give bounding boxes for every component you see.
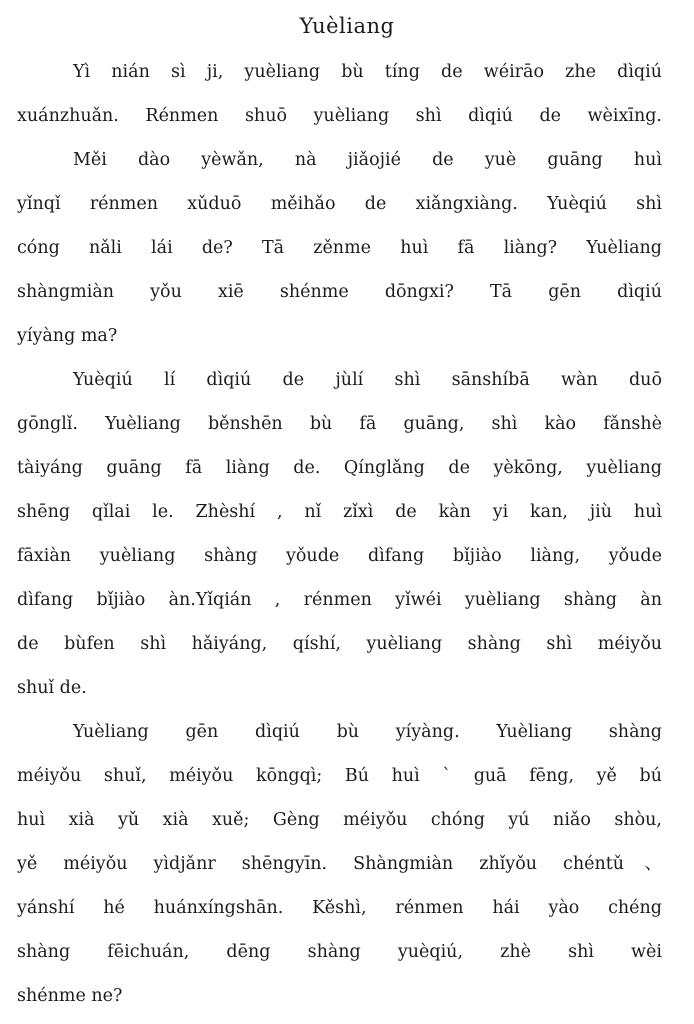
text-line: shēng qǐlai le. Zhèshí , nǐ zǐxì de kàn yi kan, jiù huì [17,502,662,522]
text-line: shénme ne? [17,986,123,1006]
text-line: cóng nǎli lái de? Tā zěnme huì fā liàng? Yuèliang [17,238,662,258]
text-line: de bùfen shì hǎiyáng, qíshí, yuèliang shàng shì méiyǒu [17,634,662,654]
text-line: yíyàng ma? [17,326,118,346]
text-line: Měi dào yèwǎn, nà jiǎojié de yuè guāng huì [73,150,662,170]
text-line: huì xià yǔ xià xuě; Gèng méiyǒu chóng yú niǎo shòu, [17,810,662,830]
text-line: shuǐ de. [17,678,87,698]
text-line: yě méiyǒu yìdjǎnr shēngyīn. Shàngmiàn zhǐyǒu chéntǔ、 [17,854,662,874]
text-line: yánshí hé huánxíngshān. Kěshì, rénmen hái yào chéng [17,898,662,918]
text-line: shàngmiàn yǒu xiē shénme dōngxi? Tā gēn dìqiú [17,282,662,302]
text-line: méiyǒu shuǐ, méiyǒu kōngqì; Bú huì ` guā fēng, yě bú [17,766,662,786]
document-title: Yuèliang [299,14,395,38]
text-line: tàiyáng guāng fā liàng de. Qínglǎng de yèkōng, yuèliang [17,458,662,478]
text-line: dìfang bǐjiào àn.Yǐqián , rénmen yǐwéi yuèliang shàng àn [17,590,662,610]
text-line: fāxiàn yuèliang shàng yǒude dìfang bǐjiào liàng, yǒude [17,546,662,566]
text-line: shàng fēichuán, dēng shàng yuèqiú, zhè shì wèi [17,942,662,962]
text-line: yǐnqǐ rénmen xǔduō měihǎo de xiǎngxiàng. Yuèqiú shì [17,194,662,214]
text-line: gōnglǐ. Yuèliang běnshēn bù fā guāng, shì kào fǎnshè [17,414,662,434]
text-line: xuánzhuǎn. Rénmen shuō yuèliang shì dìqiú de wèixīng. [17,106,662,126]
text-line: Yì nián sì ji, yuèliang bù tíng de wéirāo zhe dìqiú [73,62,662,82]
text-line: Yuèliang gēn dìqiú bù yíyàng. Yuèliang shàng [73,722,662,742]
text-line: Yuèqiú lí dìqiú de jùlí shì sānshíbā wàn duō [73,370,662,390]
